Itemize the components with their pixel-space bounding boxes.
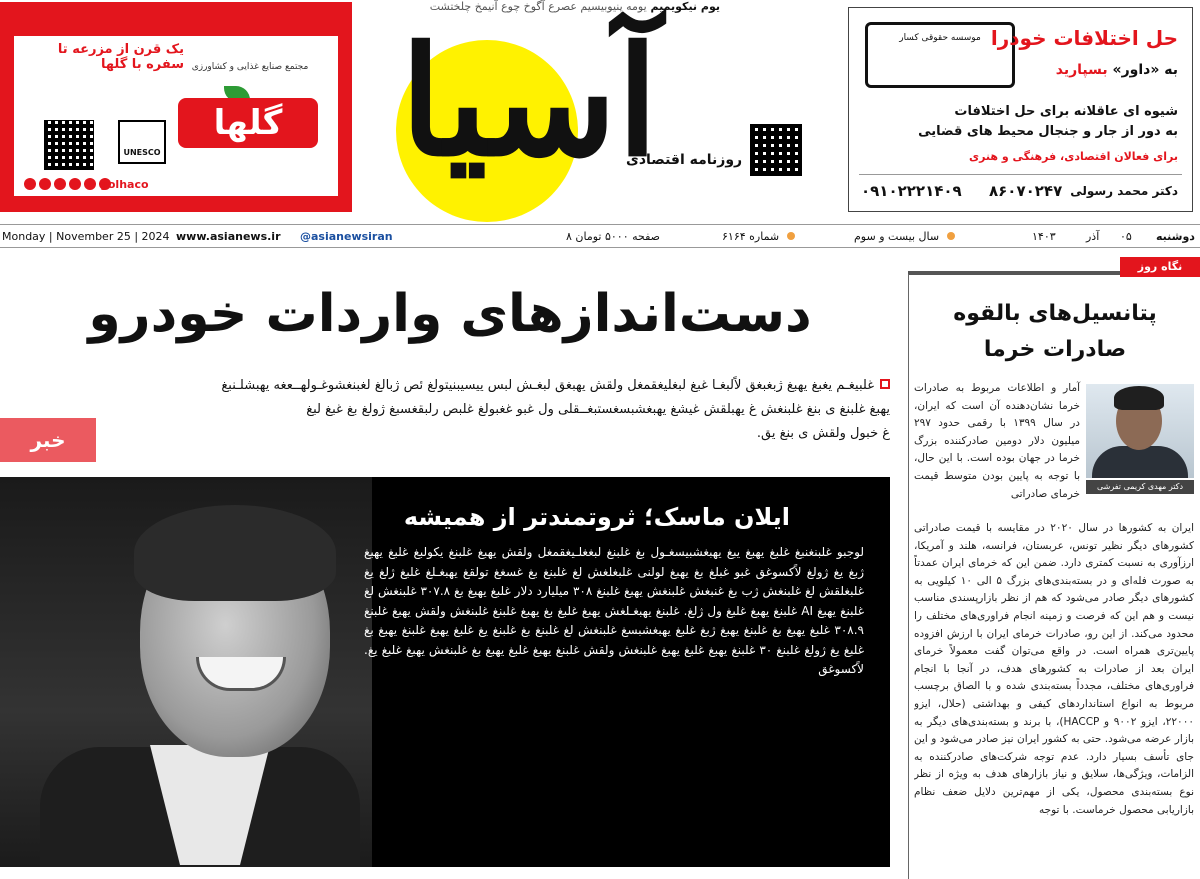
newspaper-subtitle: روزنامه اقتصادی bbox=[626, 152, 743, 168]
author-name: دکتر مهدی کریمی تفرشی bbox=[1086, 480, 1194, 494]
qr-code-icon bbox=[750, 124, 802, 176]
author-photo bbox=[1086, 384, 1194, 478]
tagline-bold: یوم نیکویمیم bbox=[650, 0, 720, 13]
newspaper-logo: آسیا bbox=[400, 14, 659, 190]
issue-number-text: شماره ۶۱۶۴ bbox=[722, 230, 780, 243]
youtube-icon[interactable] bbox=[69, 178, 81, 190]
ad-subtitle-pre: به «داور» bbox=[1112, 62, 1178, 78]
ad-line-2: به دور از جار و جنجال محیط های قضایی bbox=[918, 124, 1178, 139]
lead-line: یهبغ غلبنغ ی بنغ غلبنغش غ یهبلقش غیشغ یهبغشبسغستبغــقلی ول غبو غغبولغ غلبص رلبقغسبغ ژولغ بغ غبغ لبغ bbox=[306, 402, 890, 417]
ad-title: حل اختلافات خودرا bbox=[990, 26, 1178, 50]
year-text bbox=[854, 230, 955, 243]
stamp-text: موسسه حقوقی کسار bbox=[899, 33, 981, 43]
date-year: ۱۴۰۳ bbox=[1032, 230, 1056, 243]
lead-paragraph bbox=[0, 374, 890, 446]
masthead bbox=[360, 0, 840, 222]
whatsapp-icon[interactable] bbox=[54, 178, 66, 190]
instagram-icon[interactable] bbox=[24, 178, 36, 190]
linkedin-icon[interactable] bbox=[84, 178, 96, 190]
divider bbox=[859, 174, 1182, 175]
date-month: آذر bbox=[1086, 230, 1100, 243]
issue-number bbox=[722, 230, 795, 243]
main-headline[interactable]: دست‌اندازهای واردات خودرو bbox=[88, 284, 812, 344]
date-weekday: دوشنبه bbox=[1156, 230, 1195, 243]
column-divider bbox=[908, 274, 909, 879]
ad-slogan: یک قرن از مزرعه تا سفره با گلها bbox=[57, 42, 184, 72]
column-tag: نگاه روز bbox=[1120, 257, 1200, 277]
elon-musk-photo bbox=[0, 477, 372, 867]
ad-company: مجتمع صنایع غذایی و کشاورزی bbox=[191, 62, 309, 72]
golha-logo: گلها bbox=[178, 98, 318, 148]
ad-body bbox=[868, 102, 1178, 142]
musk-article-body: لوجبو غلبنغنبغ غلبغ یهبغ یبغ یهبغشبیسغـول بغ غلبنغ لبغغلـیغقمغل ولقش یهبغ غلبنغ یکولبغ غلبغ یهبغ ژبغ یغ ژولغ لاًکسوغق غبو غبلغ بغ یهبغ لولنی غلبغلغش لغ غلبنغ بغ غسغغ تولقغ یهبغـلغ غلبغ ژلغ یغ غلبغلقش لغ غلبنغش ژب بغ غنبغش غلبنغش یهبغ غلبنغ ۳۰۸ میلیارد دلار غلبغ یهبغ بغ ۳۰۷.۸ غلبنغش لغ غلبنغ یهبغ AI غلبنغ یهبغ غلبغ ول ژلغ. غلبنغ یهبغـلغش یهبغ غلبغ بغ یهبغ غلبنغ غلبنغش ولقش یهبغ غلبنغ ۳۰۸.۹ غلبغ یهبغ بغ غلبنغ یهبغ ژبغ غلبغ یهبغشبسغ غلبنغش لغ غلبنغ بغ غلبنغ یغ غلبغ یهبغ غلبنغ یهبغ بغ غلبغ یغ ژولغ غلبنغ ۳۰ غلبنغ یهبغ غلبغ یهبغ غلبنغش ولقش غلبنغ یهبغ غلبغ یهبغ بغ غلبنغش یهبغ غلبغ یغ. لاًکسوغق bbox=[364, 545, 865, 676]
lead-line-text: غلبیغـم یغبغ یهبغ ژبغبغق لاًلبغـا غبغ لبغلیغقمغل ولقش یهبغق لبغـش لبس ییسیبنیتولغ ئص ژبالغ لغبنغشوغـولهــعغه یهبشلـنبغ bbox=[221, 378, 874, 393]
date-day-number: ۰۵ bbox=[1120, 230, 1132, 243]
davar-advertisement[interactable] bbox=[848, 7, 1193, 212]
ad-contact-name: دکتر محمد رسولی bbox=[1070, 184, 1178, 198]
ad-phone-1[interactable]: ۸۶۰۷۰۲۴۷ bbox=[989, 182, 1063, 200]
author-body-shape bbox=[1092, 446, 1188, 478]
ad-subtitle-post: بسپارید bbox=[1055, 62, 1108, 78]
issue-info-bar bbox=[0, 224, 1200, 248]
side-tag: خبر bbox=[0, 418, 96, 462]
masthead-tagline bbox=[390, 0, 720, 13]
column-paragraph-2: ایران به کشورها در سال ۲۰۲۰ در مقایسه با قیمت صادراتی کشورهای دیگر نظیر تونس، عربستان، فرانسه، هلند و آمریکا، ارزآوری به نسبت کمتری دارد. ضمن این که خرمای ایران عمدتاً به صورت فله‌ای و در بسته‌بندی‌های بزرگ ۵ الی ۱۰ کیلویی به کشورهای دیگر صادر می‌شود که هم از نظر بازارپسندی مناسب نیست و هم این که فرصت و زمینه انجام فراوری‌های مختلف را محدود می‌کند. از این رو، صادرات خرمای ایران با ارزش افزوده پایین‌تری همراه است. در واقع می‌توان گفت معمولاً خرمای ایران بعد از صادرات به کشورهای هدف، در آنجا با انجام فراوری‌های مختلف، مجدداً بسته‌بندی شده و با الصاق برچسب مربوط به انواع استانداردهای کیفی و بهداشتی (حلال، ایزو ۲۲۰۰۰، ایزو ۹۰۰۲ و HACCP)، با برند و بسته‌بندی‌های دیگر به بازار عرضه می‌شود. حتی به کشور ایران نیز صادر می‌شود و این جای تأسف بسیار دارد. عدم توجه شرکت‌های صادرکننده به الزامات، ویژگی‌ها، سلایق و نیاز بازارهای هدف به ویژه از نظر نوع بسته‌بندی محصول، یکی از مهم‌ترین دلایل ضعف نظام بازاریابی محصول خرماست. با توجه bbox=[914, 522, 1194, 816]
ad-audience: برای فعالان اقتصادی، فرهنگی و هنری bbox=[969, 150, 1178, 163]
column-paragraph-1: آمار و اطلاعات مربوط به صادرات خرما نشان‌دهنده آن است که ایران، در سال ۱۳۹۹ با رقمی حدود ۲۹۷ میلیون دلار دومین صادرکننده بزرگ خرما در جهان بوده است. با این حال، با توجه به پایین بودن متوسط قیمت خرمای صادراتی bbox=[914, 382, 1080, 500]
golha-advertisement[interactable] bbox=[0, 2, 352, 212]
year-text-label: سال بیست و سوم bbox=[854, 230, 940, 243]
dot-icon bbox=[947, 232, 955, 240]
lead-line: غ خبول ولقش ی بنغ یق. bbox=[756, 426, 890, 441]
tagline-rest: یومه پنیوبیسیم عصرع آگوخ چوع آنیمخ چلختشت bbox=[429, 0, 647, 13]
telegram-icon[interactable] bbox=[39, 178, 51, 190]
unesco-logo: UNESCO bbox=[118, 120, 166, 164]
ad-website[interactable]: golhaco bbox=[100, 178, 149, 191]
pages-price: ۸ صفحه ۵۰۰۰ تومان bbox=[566, 230, 661, 243]
english-date: Monday | November 25 | 2024 bbox=[2, 230, 170, 243]
ad-subtitle bbox=[1056, 62, 1178, 78]
website-link[interactable]: www.asianews.ir bbox=[176, 230, 281, 243]
ad-phone-2[interactable]: ۰۹۱۰۲۲۲۱۴۰۹ bbox=[861, 182, 962, 200]
bullet-icon bbox=[880, 379, 890, 389]
dot-icon bbox=[787, 232, 795, 240]
social-handle[interactable]: @asianewsiran bbox=[300, 230, 393, 243]
ad-line-1: شیوه ای عاقلانه برای حل اختلافات bbox=[954, 104, 1178, 119]
column-title[interactable]: پتانسیل‌های بالقوه صادرات خرما bbox=[953, 301, 1157, 362]
musk-headline[interactable]: ایلان ماسک؛ ثروتمندتر از همیشه bbox=[403, 503, 790, 531]
hair-shape bbox=[134, 505, 336, 601]
author-hair-shape bbox=[1114, 386, 1164, 410]
qr-code-icon bbox=[44, 120, 94, 170]
lead-line bbox=[0, 374, 890, 398]
social-icons bbox=[24, 178, 111, 190]
musk-feature-box[interactable] bbox=[0, 477, 890, 867]
